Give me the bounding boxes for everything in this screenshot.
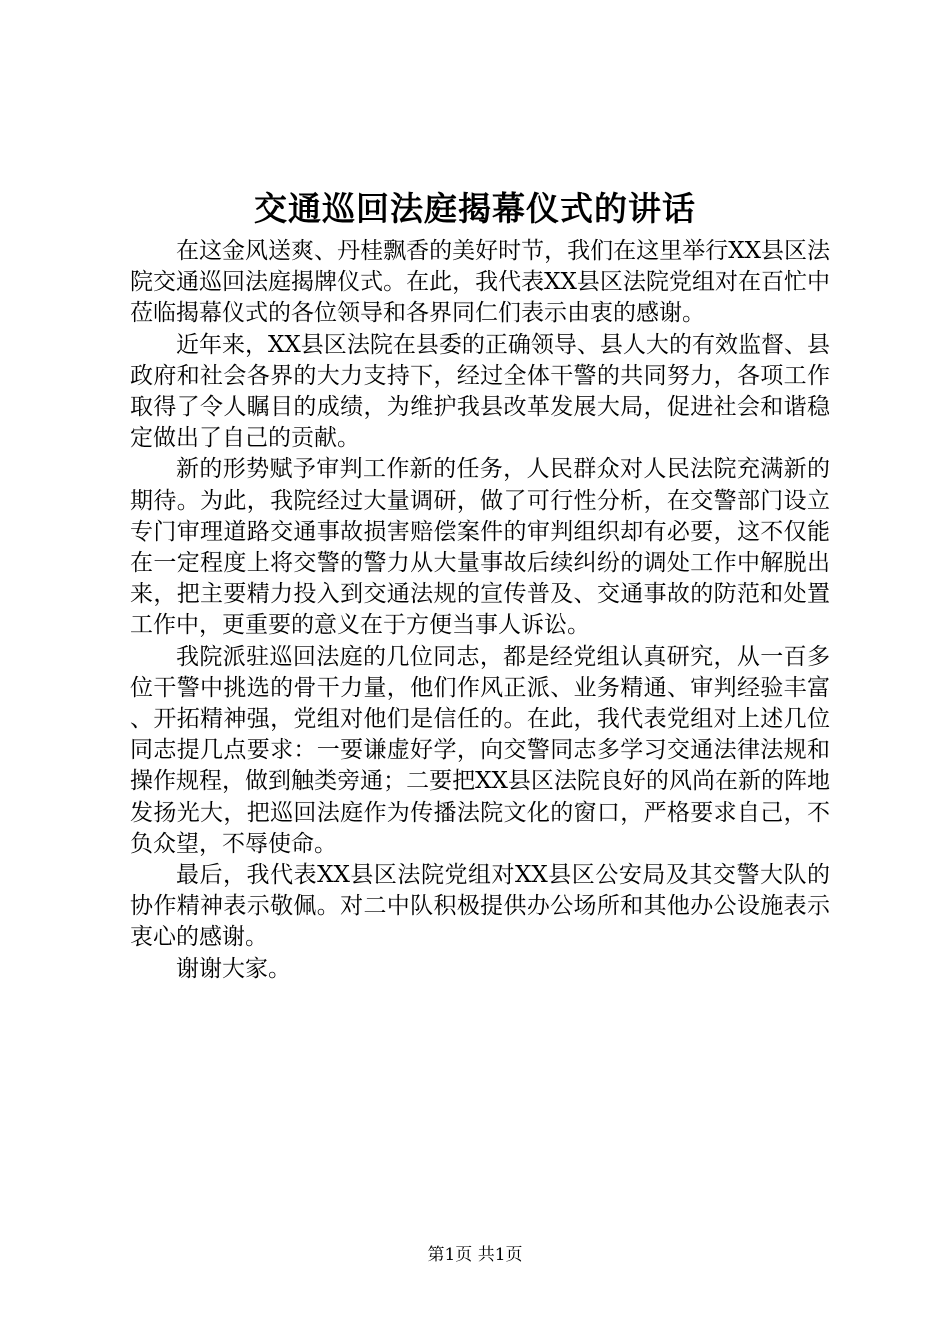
paragraph-new-tasks: 新的形势赋予审判工作新的任务，人民群众对人民法院充满新的期待。为此，我院经过大量调研，做了可行性分析，在交警部门设立专门审理道路交通事故损害赔偿案件的审判组织却有必要，这不仅能在一定程度上将交警的警力从大量事故后续纠纷的调处工作中解脱出来，把主要精力投入到交通法规的宣传普及、交通事故的防范和处置工作中，更重要的意义在于方便当事人诉讼。	[130, 456, 830, 639]
paragraph-opening: 在这金风送爽、丹桂飘香的美好时节，我们在这里举行XX县区法院交通巡回法庭揭牌仪式。在此，我代表XX县区法院党组对在百忙中莅临揭幕仪式的各位领导和各界同仁们表示由衷的感谢。	[130, 238, 830, 327]
paragraph-closing-thanks: 最后，我代表XX县区法院党组对XX县区公安局及其交警大队的协作精神表示敬佩。对二中队积极提供办公场所和其他办公设施表示衷心的感谢。	[130, 862, 830, 951]
paragraph-achievements: 近年来，XX县区法院在县委的正确领导、县人大的有效监督、县政府和社会各界的大力支持下，经过全体干警的共同努力，各项工作取得了令人瞩目的成绩，为维护我县改革发展大局，促进社会和谐稳定做出了自己的贡献。	[130, 331, 830, 452]
page-number-footer: 第1页 共1页	[427, 1245, 523, 1265]
document-body	[130, 236, 830, 985]
paragraph-requirements: 我院派驻巡回法庭的几位同志，都是经党组认真研究，从一百多位干警中挑选的骨干力量，他们作风正派、业务精通、审判经验丰富、开拓精神强，党组对他们是信任的。在此，我代表党组对上述几位同志提几点要求：一要谦虚好学，向交警同志多学习交通法律法规和操作规程，做到触类旁通；二要把XX县区法院良好的风尚在新的阵地发扬光大，把巡回法庭作为传播法院文化的窗口，严格要求自己，不负众望，不辱使命。	[130, 643, 830, 857]
paragraph-sign-off: 谢谢大家。	[176, 955, 291, 982]
document-title: 交通巡回法庭揭幕仪式的讲话	[254, 189, 696, 228]
